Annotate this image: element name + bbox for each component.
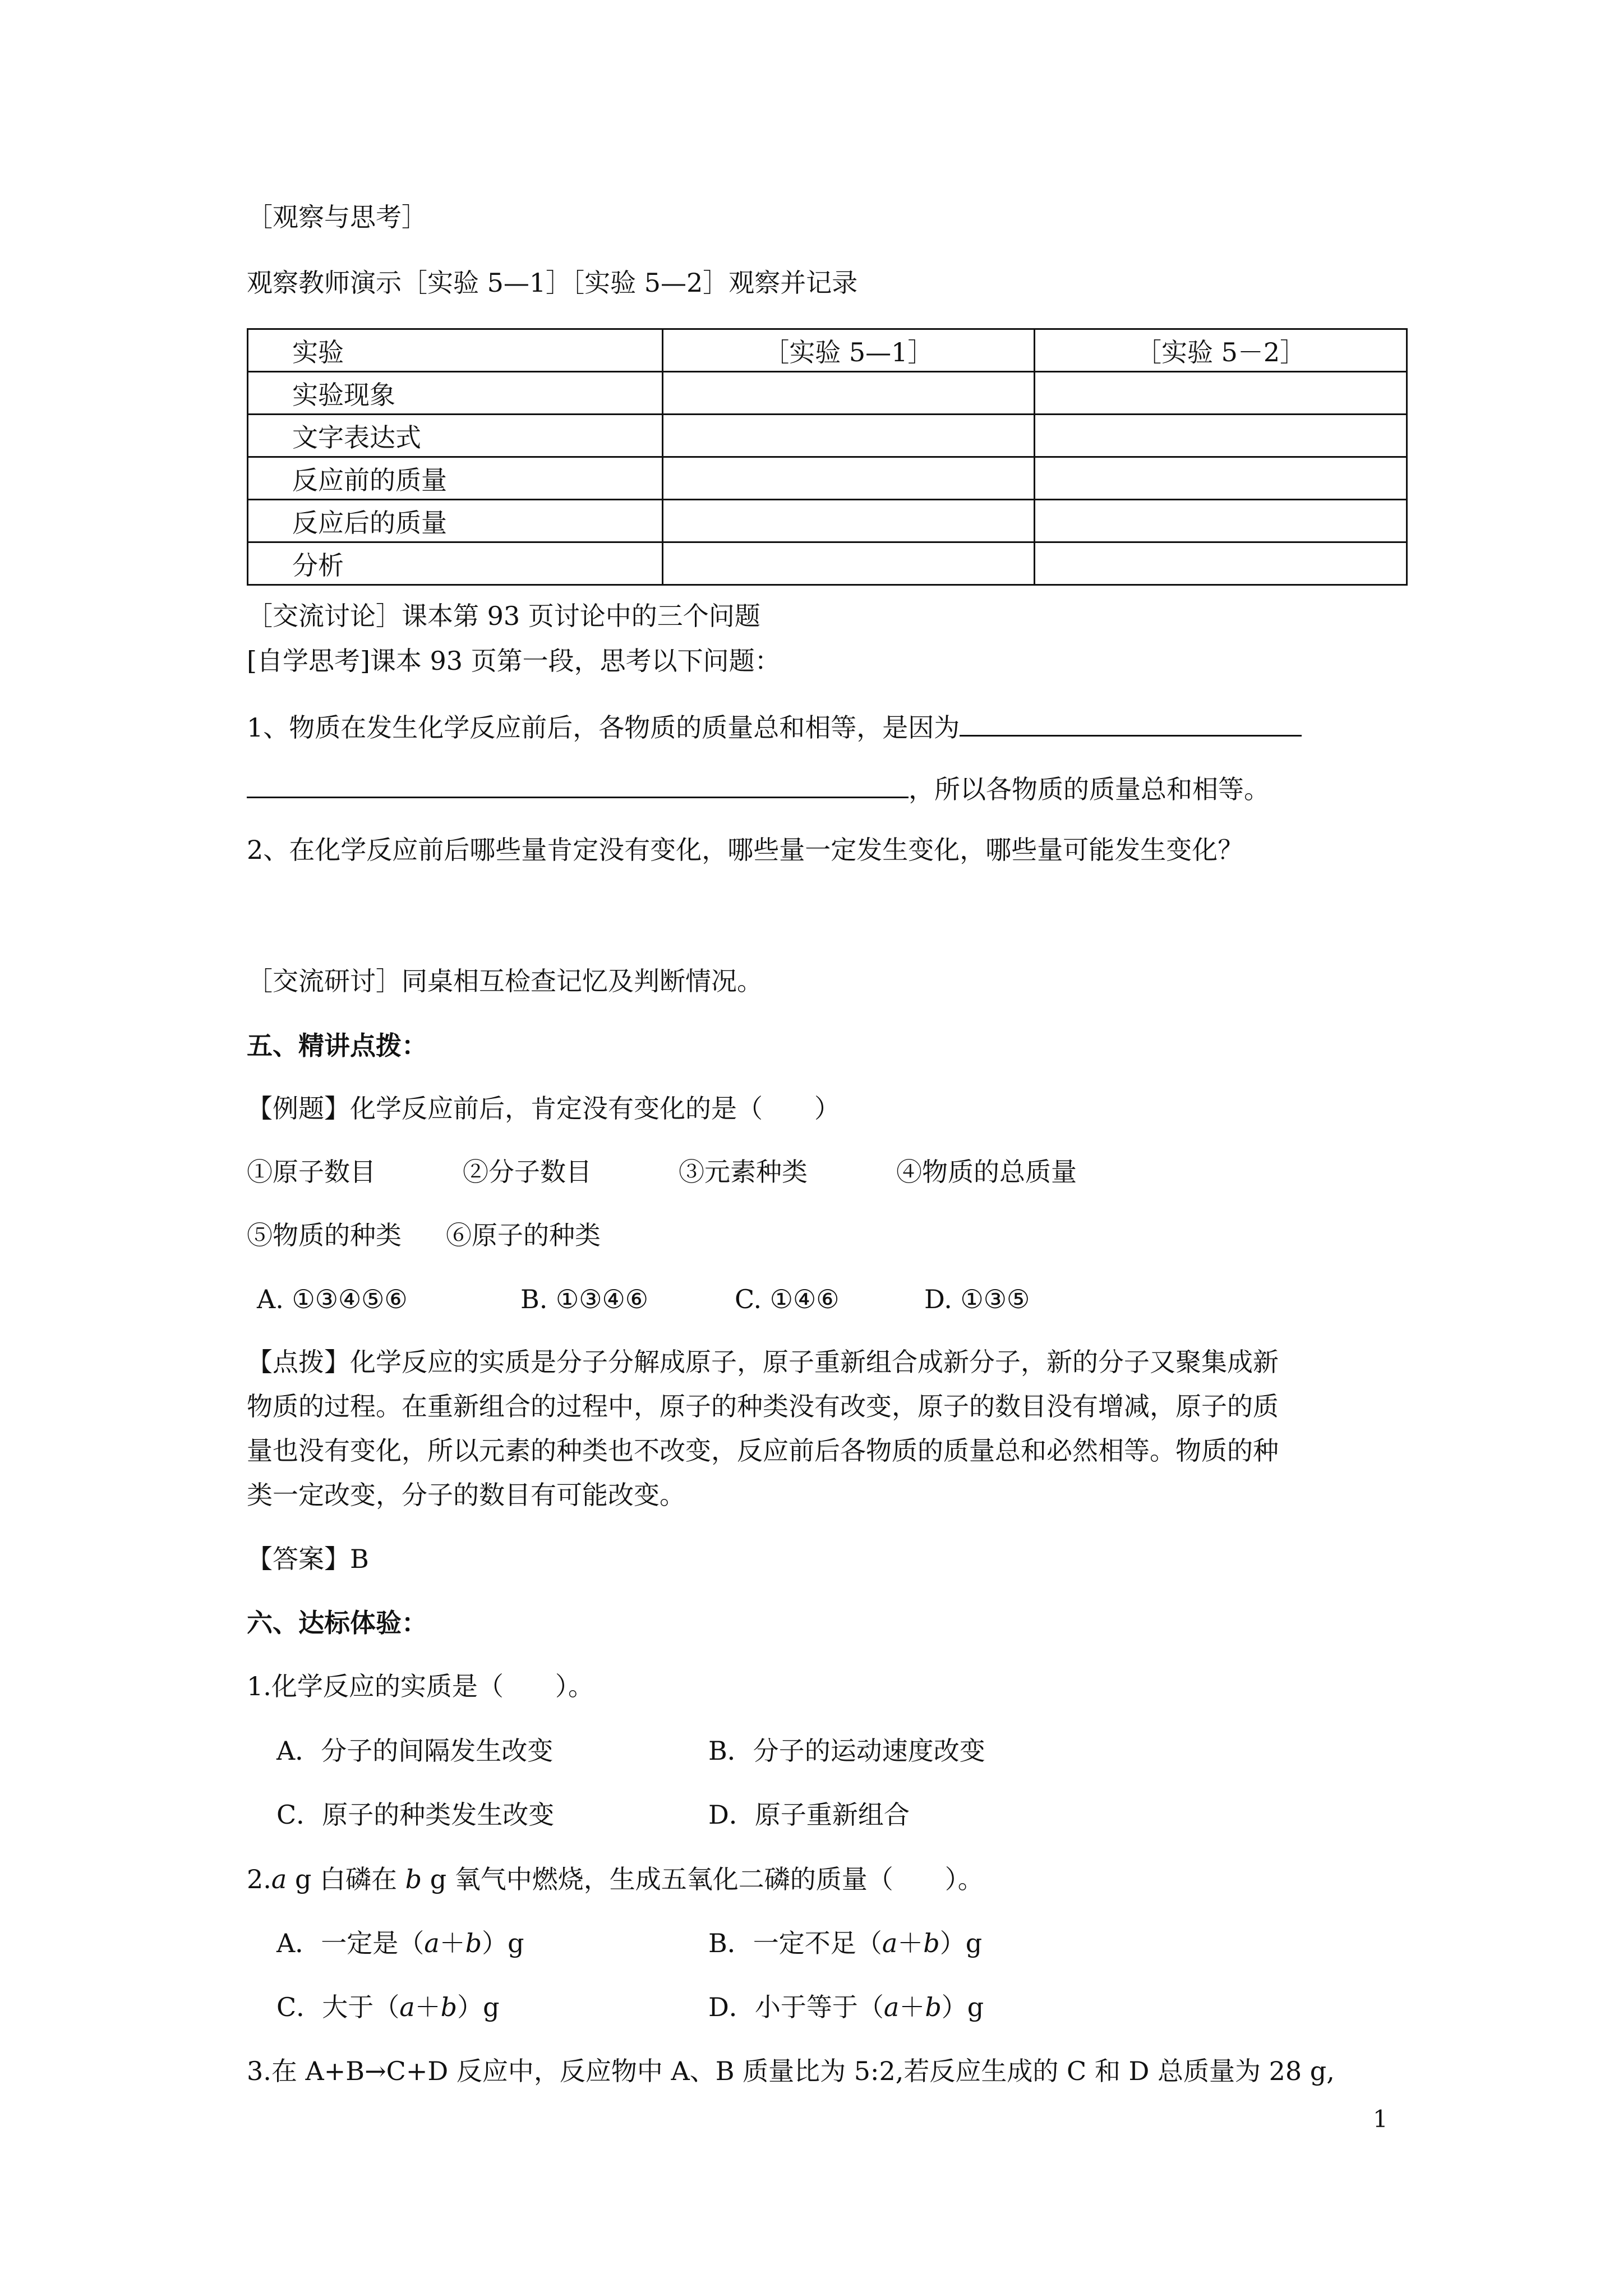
quiz-1-option-c: C．原子的种类发生改变 — [276, 1800, 555, 1830]
quiz-2-text: g 氧气中燃烧，生成五氧化二磷的质量（ ）。 — [422, 1864, 984, 1894]
option-text: A．一定是（ — [276, 1928, 425, 1958]
quiz-1-option-a: A．分子的间隔发生改变 — [276, 1736, 554, 1766]
table-row — [248, 372, 1407, 415]
quiz-1-stem: 1.化学反应的实质是（ ）。 — [247, 1671, 594, 1701]
table-header-row — [248, 329, 1407, 372]
table-cell — [1035, 372, 1407, 415]
var-b: b — [925, 1992, 942, 2022]
quiz-1-option-b: B．分子的运动速度改变 — [708, 1736, 985, 1766]
var-b: b — [923, 1928, 940, 1958]
plus-sign: ＋ — [439, 1928, 465, 1958]
option-text: D．小于等于（ — [708, 1992, 884, 2022]
option-suffix: ）g — [941, 1992, 984, 2022]
observe-instruction: 观察教师演示［实验 5—1］［实验 5—2］观察并记录 — [247, 268, 858, 298]
question-1-line-1 — [247, 708, 1302, 744]
table-row — [248, 457, 1407, 500]
table-cell — [1035, 542, 1407, 585]
hint-line: 物质的过程。在重新组合的过程中，原子的种类没有改变，原子的数目没有增减，原子的质 — [247, 1391, 1279, 1421]
hint-line: 【点拨】化学反应的实质是分子分解成原子，原子重新组合成新分子，新的分子又聚集成新 — [247, 1347, 1279, 1377]
example-stem: 【例题】化学反应前后，肯定没有变化的是（ ） — [247, 1093, 840, 1124]
table-row-label: 分析 — [248, 542, 663, 585]
plus-sign: ＋ — [897, 1928, 924, 1958]
question-1-continuation: ，所以各物质的质量总和相等。 — [909, 774, 1270, 804]
question-1-line-2 — [247, 770, 1270, 806]
option-text: B．一定不足（ — [708, 1928, 882, 1958]
quiz-2-option-a — [276, 1926, 524, 1960]
var-b: b — [465, 1928, 482, 1958]
self-study-line: [自学思考]课本 93 页第一段，思考以下问题： — [247, 646, 781, 676]
table-row-label: 实验现象 — [248, 372, 663, 415]
var-b: b — [440, 1992, 458, 2022]
plus-sign: ＋ — [899, 1992, 925, 2022]
example-item: ①原子数目 — [247, 1157, 376, 1187]
exchange-line: ［交流研讨］同桌相互检查记忆及判断情况。 — [247, 966, 763, 996]
option-suffix: ）g — [482, 1928, 524, 1958]
answer-blank[interactable] — [960, 708, 1302, 737]
example-item: ④物质的总质量 — [896, 1157, 1077, 1187]
table-row — [248, 415, 1407, 457]
quiz-2-option-b — [708, 1926, 982, 1960]
question-2: 2、在化学反应前后哪些量肯定没有变化，哪些量一定发生变化，哪些量可能发生变化？ — [247, 835, 1244, 865]
quiz-3-stem: 3.在 A+B→C+D 反应中，反应物中 A、B 质量比为 5:2,若反应生成的 C 和 D 总质量为 28 g, — [247, 2056, 1335, 2086]
quiz-2-option-c — [276, 1990, 500, 2024]
table-header-cell: ［实验 5—1］ — [662, 329, 1035, 372]
observe-heading: ［观察与思考］ — [247, 202, 427, 232]
var-a: a — [883, 1992, 900, 2022]
observation-table — [247, 328, 1408, 586]
plus-sign: ＋ — [414, 1992, 441, 2022]
section-6-title: 六、达标体验： — [247, 1608, 427, 1638]
quiz-1-option-d: D．原子重新组合 — [708, 1800, 910, 1830]
table-cell — [1035, 500, 1407, 542]
example-item: ②分子数目 — [463, 1157, 592, 1187]
table-row — [248, 542, 1407, 585]
table-row-label: 反应后的质量 — [248, 500, 663, 542]
table-row — [248, 500, 1407, 542]
option-suffix: ）g — [457, 1992, 500, 2022]
table-header-cell: ［实验 5－2］ — [1035, 329, 1407, 372]
table-cell — [662, 500, 1035, 542]
option-text: C．大于（ — [276, 1992, 400, 2022]
quiz-2-option-d — [708, 1990, 984, 2024]
var-a: a — [424, 1928, 440, 1958]
example-item: ⑤物质的种类 — [247, 1220, 402, 1250]
section-5-title: 五、精讲点拨： — [247, 1030, 427, 1061]
table-cell — [1035, 415, 1407, 457]
table-cell — [662, 372, 1035, 415]
var-a: a — [271, 1864, 287, 1894]
answer-line: 【答案】B — [247, 1544, 369, 1574]
example-option: A. ①③④⑤⑥ — [257, 1284, 408, 1314]
example-item: ③元素种类 — [679, 1157, 808, 1187]
discussion-line: ［交流讨论］课本第 93 页讨论中的三个问题 — [247, 601, 760, 631]
example-option: C. ①④⑥ — [735, 1284, 840, 1314]
table-cell — [662, 542, 1035, 585]
table-row-label: 文字表达式 — [248, 415, 663, 457]
quiz-2-stem: 2.a g 白磷在 b g 氧气中燃烧，生成五氧化二磷的质量（ ）。 — [247, 1864, 984, 1894]
hint-line: 量也没有变化，所以元素的种类也不改变，反应前后各物质的质量总和必然相等。物质的种 — [247, 1435, 1279, 1466]
example-option: B. ①③④⑥ — [520, 1284, 649, 1314]
table-row-label: 反应前的质量 — [248, 457, 663, 500]
var-b: b — [405, 1864, 422, 1894]
var-a: a — [882, 1928, 898, 1958]
quiz-2-text: g 白磷在 — [287, 1864, 405, 1894]
table-cell — [1035, 457, 1407, 500]
answer-blank[interactable] — [247, 770, 909, 798]
option-suffix: ）g — [939, 1928, 983, 1958]
var-a: a — [399, 1992, 415, 2022]
table-header-cell: 实验 — [248, 329, 663, 372]
page-number: 1 — [1373, 2105, 1388, 2133]
example-item: ⑥原子的种类 — [446, 1220, 601, 1250]
example-option: D. ①③⑤ — [924, 1284, 1030, 1314]
question-1-text: 1、物质在发生化学反应前后，各物质的质量总和相等，是因为 — [247, 712, 960, 743]
table-cell — [662, 415, 1035, 457]
hint-line: 类一定改变，分子的数目有可能改变。 — [247, 1480, 685, 1510]
table-cell — [662, 457, 1035, 500]
